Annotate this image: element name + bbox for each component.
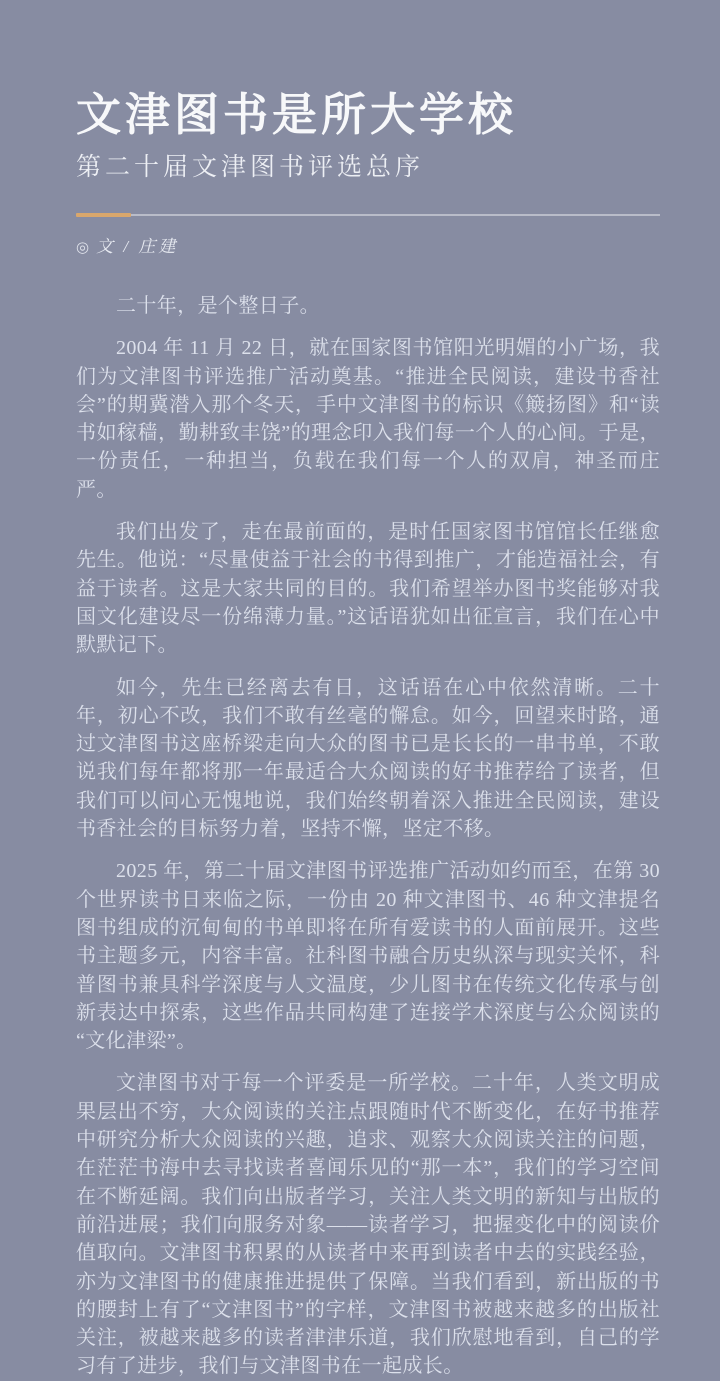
byline: [76, 236, 660, 259]
byline-bullet-icon: ◎: [76, 240, 93, 256]
paragraph: 文津图书对于每一个评委是一所学校。二十年，人类文明成果层出不穷，大众阅读的关注点跟随时代不断变化，在好书推荐中研究分析大众阅读的兴趣，追求、观察大众阅读关注的问题，在茫茫书海中去寻找读者喜闻乐见的“那一本”，我们的学习空间在不断延阔。我们向出版者学习，关注人类文明的新知与出版的前沿进展；我们向服务对象——读者学习，把握变化中的阅读价值取向。文津图书积累的从读者中来再到读者中去的实践经验，亦为文津图书的健康推进提供了保障。当我们看到，新出版的书的腰封上有了“文津图书”的字样，文津图书被越来越多的出版社关注，被越来越多的读者津津乐道，我们欣慰地看到，自己的学习有了进步，我们与文津图书在一起成长。: [76, 1072, 660, 1378]
paragraph: 2004 年 11 月 22 日，就在国家图书馆阳光明媚的小广场，我们为文津图书评选推广活动奠基。“推进全民阅读，建设书香社会”的期冀潜入那个冬天，手中文津图书的标识《簸扬图》和“读书如稼穑，勤耕致丰饶”的理念印入我们每一个人的心间。于是，一份责任，一种担当，负载在我们每一个人的双肩，神圣而庄严。: [76, 337, 660, 501]
paragraph: 我们出发了，走在最前面的，是时任国家图书馆馆长任继愈先生。他说：“尽量使益于社会的书得到推广，才能造福社会，有益于读者。这是大家共同的目的。我们希望举办图书奖能够对我国文化建设尽一份绵薄力量。”这话语犹如出征宣言，我们在心中默默记下。: [76, 521, 660, 657]
article-body: [76, 292, 660, 1381]
divider-rule: [131, 214, 660, 216]
paragraph: 如今，先生已经离去有日，这话语在心中依然清晰。二十年，初心不改，我们不敢有丝毫的懈怠。如今，回望来时路，通过文津图书这座桥梁走向大众的图书已是长长的一串书单，不敢说我们每年都将那一年最适合大众阅读的好书推荐给了读者，但我们可以问心无愧地说，我们始终朝着深入推进全民阅读，建设书香社会的目标努力着，坚持不懈，坚定不移。: [76, 676, 660, 841]
paragraph: 2025 年，第二十届文津图书评选推广活动如约而至，在第 30 个世界读书日来临之际，一份由 20 种文津图书、46 种文津提名图书组成的沉甸甸的书单即将在所有爱读书的人面前展开。这些书主题多元，内容丰富。社科图书融合历史纵深与现实关怀，科普图书兼具科学深度与人文温度，少儿图书在传统文化传承与创新表达中探索，这些作品共同构建了连接学术深度与公众阅读的“文化津梁”。: [76, 860, 660, 1053]
paragraph: 二十年，是个整日子。: [116, 295, 320, 317]
article-header: [76, 91, 660, 259]
header-divider: [76, 213, 660, 217]
page-subtitle: 第二十届文津图书评选总序: [76, 153, 425, 181]
divider-accent-bar: [76, 213, 131, 217]
byline-author: 文 / 庄建: [96, 237, 179, 256]
page-title: 文津图书是所大学校: [76, 90, 518, 140]
